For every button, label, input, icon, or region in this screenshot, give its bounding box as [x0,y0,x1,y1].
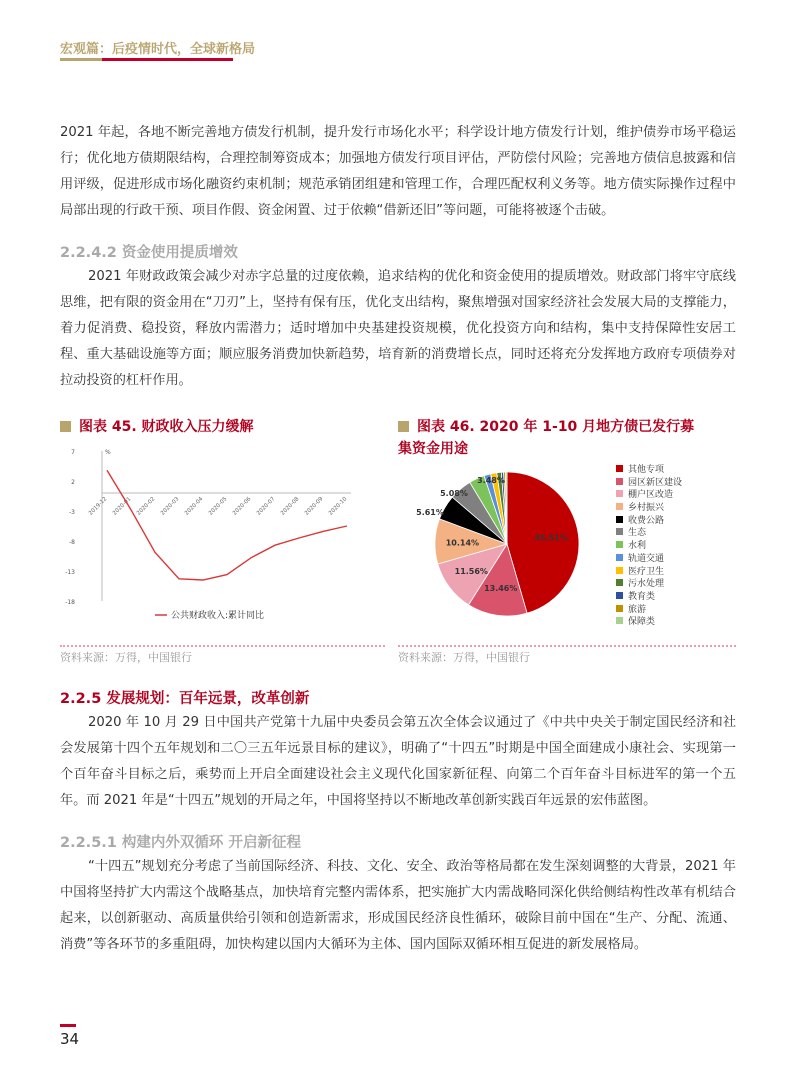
legend-item [616,502,682,515]
heading-2-2-5-1: 2.2.5.1 构建内外双循环 开启新征程 [60,835,301,851]
x-tick-label: 2020-06 [231,496,253,517]
legend-swatch [616,465,623,472]
pie-data-label: 5.08% [440,489,468,498]
pie-data-label: 3.48% [477,476,505,485]
legend-item [616,591,682,604]
legend-item [616,540,682,553]
series-line [107,470,347,580]
legend-label: 水利 [628,541,647,552]
legend-label: 生态 [628,528,647,539]
header-bar-gold [60,58,102,61]
legend-item [616,578,682,591]
legend-label: 公共财政收入:累计同比 [171,611,265,621]
chart45-title [60,416,360,438]
legend-item [616,464,682,477]
pie-data-label: 10.14% [445,538,480,548]
legend-label: 保障类 [628,617,656,628]
legend-swatch [616,605,623,612]
legend-label: 园区新区建设 [628,477,683,488]
divider [60,645,385,647]
legend-swatch [616,528,623,535]
heading-2-2-4-2: 2.2.4.2 资金使用提质增效 [60,245,238,261]
paragraph-plan: 2020 年 10 月 29 日中国共产党第十九届中央委员会第五次全体会议通过了《中共中央关于制定国民经济和社会发展第十四个五年规划和二〇三五年远景目标的建议》，明确了“十四五”时期是中国全面建成小康社会、实现第一个百年奋斗目标之后，乘势而上开启全面建设社会主义现代化国家新征程、向第二个百年奋斗目标进军的第一个五年。而 2021 年是“十四五”规划的开局之年，中国将坚持以不断地改革创新实践百年远景的宏伟蓝图。 [60,715,736,808]
legend-swatch [616,503,623,510]
chart45-line-chart [55,443,355,628]
chart46-pie-chart [416,466,590,631]
legend-label: 轨道交通 [628,553,665,564]
header-bar-red [102,58,233,61]
legend-swatch [616,554,623,561]
y-tick-label: 2 [71,479,75,486]
chart45-source: 资料来源：万得，中国银行 [60,651,192,664]
legend-swatch [616,567,623,574]
x-tick-label: 2020-10 [327,496,349,517]
pie-data-label: 11.56% [454,566,488,576]
chart46-source: 资料来源：万得，中国银行 [398,651,530,664]
chart46-legend [616,464,682,629]
legend-label: 污水处理 [628,579,665,590]
legend-item [616,527,682,540]
pie-data-label: 45.51% [534,533,568,543]
paragraph-dual-circulation: “十四五”规划充分考虑了当前国际经济、科技、文化、安全、政治等格局都在发生深刻调整的大背景，2021 年中国将坚持扩大内需这个战略基点，加快培育完整内需体系，把实施扩大内需战略同深化供给侧结构性改革有机结合起来，以创新驱动、高质量供给引领和创造新需求，形成国民经济良性循环，破除目前中国在“生产、分配、流通、消费”等各环节的多重阻碍，加快构建以国内大循环为主体、国内国际双循环相互促进的新发展格局。 [60,859,736,952]
charts-row [60,416,736,668]
y-tick-label: -18 [65,599,75,606]
title-marker-icon [398,421,409,432]
running-header: 宏观篇：后疫情时代，全球新格局 [60,42,256,57]
legend-label: 教育类 [628,591,656,602]
chart46-title [398,416,708,460]
x-tick-label: 2020-08 [279,496,301,517]
x-tick-label: 2020-05 [207,496,229,517]
legend-swatch [616,516,623,523]
legend-label: 旅游 [628,604,647,615]
legend-label: 棚户区改造 [628,490,674,501]
x-tick-label: 2020-02 [135,496,157,517]
legend-item [616,604,682,617]
title-marker-icon [60,421,71,432]
x-tick-label: 2020-09 [303,496,325,517]
legend-swatch [616,490,623,497]
legend-item [616,566,682,579]
x-tick-label: 2020-03 [159,496,181,517]
x-tick-label: 2020-07 [255,496,277,517]
legend-swatch [616,592,623,599]
legend-swatch [616,579,623,586]
paragraph-fund-use: 2021 年财政政策会减少对赤字总量的过度依赖，追求结构的优化和资金使用的提质增效。财政部门将牢守底线思维，把有限的资金用在“刀刃”上，坚持有保有压，优化支出结构，聚焦增强对国家经济社会发展大局的支撑能力，着力促消费、稳投资，释放内需潜力；适时增加中央基建投资规模，优化投资方向和结构，集中支持保障性安居工程、重大基础设施等方面；顺应服务消费加快新趋势，培育新的消费增长点，同时还将充分发挥地方政府专项债券对拉动投资的杠杆作用。 [60,269,736,388]
page-number: 34 [60,1030,80,1048]
x-tick-label: 2020-01 [111,496,133,517]
legend-label: 医疗卫生 [628,566,665,577]
y-tick-label: -8 [69,539,75,546]
page-number-bar [60,1024,76,1027]
legend-item [616,553,682,566]
legend-swatch [616,541,623,548]
legend-item [616,616,682,629]
legend-swatch [616,617,623,624]
legend-swatch [616,478,623,485]
chart46-title-text: 图表 46. 2020 年 1-10 月地方债已发行募集资金用途 [398,419,695,457]
legend-label: 乡村振兴 [628,503,665,514]
legend-label: 收费公路 [628,515,665,526]
pie-data-label: 5.61% [416,508,444,517]
x-tick-label: 2020-04 [183,496,205,517]
x-tick-label: 2019-12 [87,496,109,517]
legend-item [616,515,682,528]
y-tick-label: 7 [71,449,75,456]
page-body [60,120,736,958]
pie-data-label: 13.46% [484,584,518,594]
legend-label: 其他专项 [628,465,665,475]
paragraph-local-debt: 2021 年起，各地不断完善地方债发行机制，提升发行市场化水平；科学设计地方债发行计划，维护债券市场平稳运行；优化地方债期限结构，合理控制筹资成本；加强地方债发行项目评估，严防偿付风险；完善地方债信息披露和信用评级，促进形成市场化融资约束机制；规范承销团组建和管理工作，合理匹配权利义务等。地方债实际操作过程中局部出现的行政干预、项目作假、资金闲置、过于依赖“借新还旧”等问题，可能将被逐个击破。 [60,125,736,218]
y-tick-label: -13 [65,569,75,576]
divider [398,645,736,647]
heading-2-2-5: 2.2.5 发展规划：百年远景，改革创新 [60,691,310,707]
y-tick-label: -3 [69,509,75,516]
y-unit-label: % [105,449,111,456]
chart45-title-text: 图表 45. 财政收入压力缓解 [79,419,254,435]
legend-item [616,477,682,490]
legend-item [616,489,682,502]
